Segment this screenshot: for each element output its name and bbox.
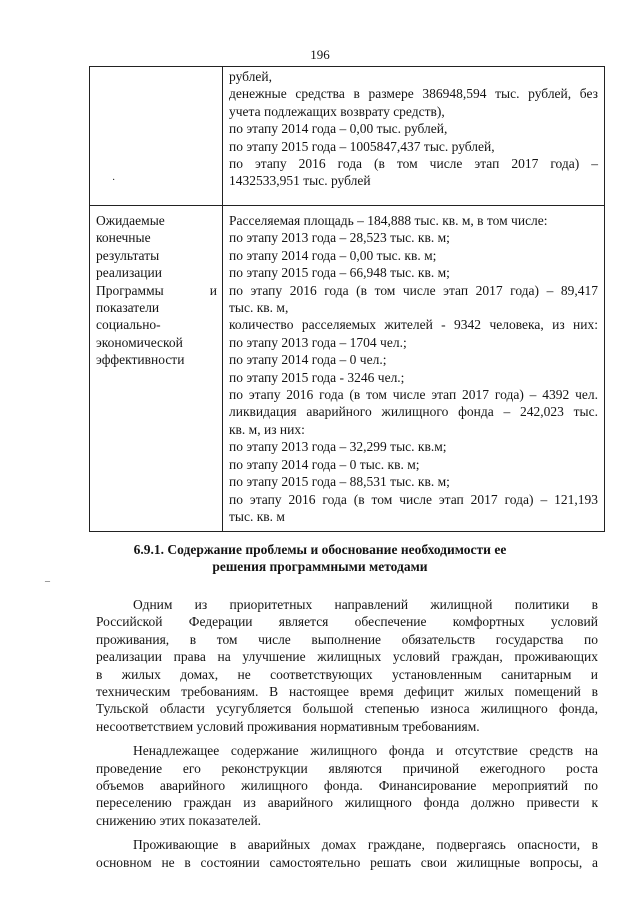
body-text	[96, 596, 598, 878]
results-label-line: результаты	[96, 247, 160, 263]
funding-line: по этапу 2015 года – 1005847,437 тыс. рублей,	[229, 138, 495, 154]
results-label-line: эффективности	[96, 352, 185, 368]
passport-table	[89, 66, 605, 532]
results-line: по этапу 2013 года – 1704 чел.;	[229, 334, 407, 350]
paragraph-line: техническим требованиям. В настоящее время дефицит жилых помещений в	[96, 684, 598, 700]
results-line: по этапу 2015 года – 88,531 тыс. кв. м;	[229, 474, 450, 490]
results-line: Расселяемая площадь – 184,888 тыс. кв. м, в том числе:	[229, 213, 548, 228]
paragraph-line: Тульской области усугубляется большой степенью износа жилищного фонда,	[96, 701, 598, 717]
funding-line: рублей,	[229, 69, 273, 84]
section-heading	[0, 541, 640, 575]
results-line: по этапу 2014 года – 0,00 тыс. кв. м;	[229, 247, 437, 263]
paragraph-line: снижению этих показателей.	[96, 812, 262, 828]
results-label-line: Программы и	[96, 282, 217, 298]
paragraph-line: Одним из приоритетных направлений жилищной политики в	[133, 597, 598, 612]
results-line: по этапу 2015 года - 3246 чел.;	[229, 369, 405, 385]
paragraph-line: объемов аварийного жилищного фонда. Финансирование мероприятий по	[96, 778, 598, 794]
paragraph-line: несоответствием условий проживания нормативным требованиям.	[96, 718, 480, 734]
results-label-line: экономической	[96, 334, 183, 350]
page-number: 196	[310, 47, 330, 62]
scan-dot-mark: ·	[112, 175, 116, 186]
results-line: по этапу 2014 года – 0 чел.;	[229, 352, 387, 368]
section-heading-line: решения программными методами	[212, 559, 428, 574]
paragraph-line: Российской Федерации является обеспечение комфортных условий	[96, 614, 598, 630]
results-line: по этапу 2016 года (в том числе этап 2017 года) – 89,417	[229, 282, 598, 298]
funding-line: 1432533,951 тыс. рублей	[229, 173, 371, 189]
results-label-line: Ожидаемые	[96, 213, 165, 228]
paragraph-line: проведение его реконструкции являются причиной ежегодного роста	[96, 760, 598, 776]
results-line: по этапу 2016 года (в том числе этап 2017 года) – 4392 чел.	[229, 387, 598, 403]
results-line: количество расселяемых жителей - 9342 человека, из них:	[229, 317, 598, 333]
results-line: по этапу 2013 года – 28,523 тыс. кв. м;	[229, 230, 450, 246]
paragraph-line: Проживающие в аварийных домах граждане, подвергаясь опасности, в	[133, 837, 598, 853]
results-label-line: реализации	[96, 265, 162, 281]
paragraph	[96, 836, 598, 871]
section-heading-line: 6.9.1. Содержание проблемы и обоснование необходимости ее	[133, 542, 507, 557]
funding-line: учета подлежащих возврату средств),	[229, 103, 445, 119]
results-line: кв. м, из них:	[229, 421, 305, 437]
results-label-line: социально-	[96, 317, 161, 333]
paragraph-line: переселению граждан из аварийного жилищного фонда должно привести к	[96, 795, 598, 811]
results-line: по этапу 2013 года – 32,299 тыс. кв.м;	[229, 439, 447, 455]
paragraph-line: основном не в состоянии самостоятельно решать свои жилищные вопросы, а	[96, 854, 598, 870]
table-row-results	[90, 206, 605, 532]
results-line: по этапу 2015 года – 66,948 тыс. кв. м;	[229, 265, 450, 281]
results-label-line: конечные	[96, 230, 151, 246]
funding-line: по этапу 2016 года (в том числе этап 2017 года) –	[229, 156, 598, 172]
paragraph-line: Ненадлежащее содержание жилищного фонда и отсутствие средств на	[133, 743, 598, 759]
results-line: ликвидация аварийного жилищного фонда – 242,023 тыс.	[229, 404, 598, 420]
funding-line: денежные средства в размере 386948,594 тыс. рублей, без	[229, 86, 598, 102]
results-label-cell	[90, 206, 223, 532]
results-line: тыс. кв. м	[229, 508, 285, 524]
funding-line: по этапу 2014 года – 0,00 тыс. рублей,	[229, 121, 448, 137]
results-line: по этапу 2014 года – 0 тыс. кв. м;	[229, 456, 420, 472]
paragraph-line: проживания, в том числе выполнение обязательств государства по	[96, 631, 598, 647]
table-row-funding	[90, 67, 605, 206]
results-line: тыс. кв. м,	[229, 300, 289, 316]
funding-value-cell	[223, 67, 605, 206]
paragraph	[96, 742, 598, 829]
paragraph-line: реализации права на улучшение жилищных условий граждан, проживающих	[96, 649, 598, 665]
paragraph	[96, 596, 598, 735]
results-line: по этапу 2016 года (в том числе этап 2017 года) – 121,193	[229, 491, 598, 507]
scan-side-mark: –	[45, 576, 50, 587]
funding-label-cell	[90, 67, 223, 206]
paragraph-line: в жилых домах, не соответствующих установленным санитарным и	[96, 666, 598, 682]
results-value-cell	[223, 206, 605, 532]
results-label-line: показатели	[96, 300, 160, 316]
